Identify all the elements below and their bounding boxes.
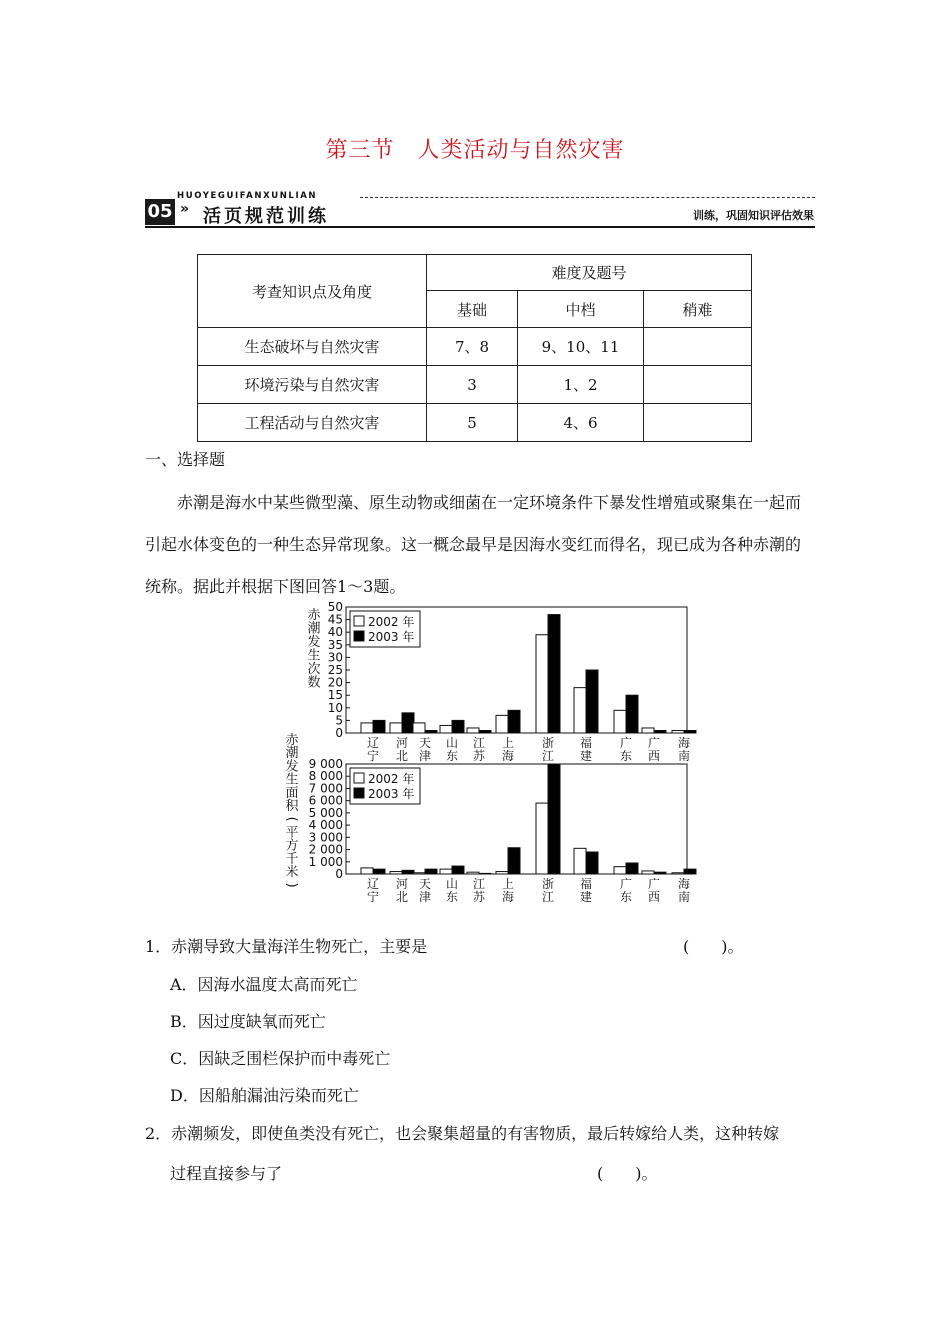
bar-2003 bbox=[402, 713, 414, 733]
x-category-label: 津 bbox=[418, 749, 432, 763]
y-axis-label-char: 方 bbox=[285, 838, 299, 854]
x-category-label: 山 bbox=[445, 877, 459, 891]
legend-label: 2003 年 bbox=[368, 630, 415, 644]
bar-2003 bbox=[586, 670, 598, 733]
table-cell-topic: 生态破坏与自然灾害 bbox=[198, 328, 427, 366]
bar-2002 bbox=[496, 872, 508, 874]
question-1-option-b: B．因过度缺氧而死亡 bbox=[170, 1012, 326, 1031]
bar-2002 bbox=[390, 872, 402, 874]
y-axis-label-char: 数 bbox=[307, 675, 321, 691]
y-axis-label-char: ) bbox=[284, 882, 299, 888]
y-axis-label-char: 平 bbox=[285, 825, 299, 841]
table-header-medium: 中档 bbox=[518, 291, 644, 328]
legend-swatch bbox=[354, 631, 364, 641]
x-category-label: 南 bbox=[677, 890, 691, 904]
y-axis-label-char: 生 bbox=[307, 648, 321, 664]
question-2-blank: ( )。 bbox=[597, 1164, 658, 1183]
x-category-label: 天 bbox=[418, 736, 432, 750]
bar-2003 bbox=[548, 615, 560, 733]
x-category-label: 福 bbox=[579, 736, 593, 750]
x-category-label: 广 bbox=[619, 736, 633, 750]
y-tick-label: 35 bbox=[327, 637, 343, 652]
table-cell-topic: 工程活动与自然灾害 bbox=[198, 404, 427, 442]
table-row bbox=[198, 328, 752, 366]
x-category-label: 浙 bbox=[541, 877, 555, 891]
legend-swatch bbox=[354, 788, 364, 798]
question-1-option-a: A．因海水温度太高而死亡 bbox=[170, 975, 358, 994]
table-cell-basic: 5 bbox=[427, 404, 518, 442]
banner-number-badge: 05 bbox=[145, 199, 175, 225]
x-category-label: 东 bbox=[445, 890, 459, 904]
table-cell-medium: 4、6 bbox=[518, 404, 644, 442]
y-tick-label: 6 000 bbox=[308, 793, 343, 808]
bar-2003 bbox=[684, 730, 696, 733]
bar-2003 bbox=[508, 848, 520, 874]
y-tick-label: 8 000 bbox=[308, 769, 343, 784]
red-tide-charts bbox=[280, 600, 700, 904]
table-cell-basic: 3 bbox=[427, 366, 518, 404]
x-category-label: 河 bbox=[395, 877, 409, 891]
bar-2002 bbox=[413, 723, 425, 733]
x-category-label: 福 bbox=[579, 877, 593, 891]
y-tick-label: 5 000 bbox=[308, 805, 343, 820]
x-category-label: 广 bbox=[647, 877, 661, 891]
bar-2003 bbox=[479, 873, 491, 874]
y-tick-label: 50 bbox=[327, 600, 343, 614]
x-category-label: 上 bbox=[501, 877, 515, 891]
table-header-hard: 稍难 bbox=[644, 291, 752, 328]
y-axis-label-char: 赤 bbox=[285, 733, 299, 748]
x-category-label: 浙 bbox=[541, 736, 555, 750]
x-category-label: 建 bbox=[579, 890, 593, 904]
x-category-label: 东 bbox=[619, 749, 633, 763]
bar-2003 bbox=[654, 730, 666, 733]
bar-2002 bbox=[361, 723, 373, 733]
y-tick-label: 5 bbox=[335, 713, 343, 728]
y-tick-label: 45 bbox=[327, 612, 343, 627]
x-category-label: 海 bbox=[677, 736, 691, 750]
y-axis-label-char: 次 bbox=[307, 662, 321, 677]
x-category-label: 建 bbox=[579, 749, 593, 763]
intro-paragraph: 赤潮是海水中某些微型藻、原生动物或细菌在一定环境条件下暴发性增殖或聚集在一起而引起水体变色的一种生态异常现象。这一概念最早是因海水变红而得名，现已成为各种赤潮的统称。据此并根据下图回答1～3题。 bbox=[145, 493, 802, 596]
bar-2003 bbox=[373, 869, 385, 874]
y-axis-label-char: 赤 bbox=[307, 608, 321, 623]
x-category-label: 东 bbox=[619, 890, 633, 904]
table-header-difficulty: 难度及题号 bbox=[427, 255, 752, 291]
bar-2003 bbox=[373, 720, 385, 733]
bar-2003 bbox=[452, 866, 464, 874]
bar-2003 bbox=[452, 720, 464, 733]
banner-title: 活页规范训练 bbox=[203, 206, 329, 227]
y-axis-label-char: 积 bbox=[285, 799, 299, 814]
x-category-label: 西 bbox=[647, 890, 661, 904]
banner-slogan: 训练，巩固知识评估效果 bbox=[693, 209, 814, 222]
y-axis-label-char: 生 bbox=[285, 772, 299, 788]
table-cell-topic: 环境污染与自然灾害 bbox=[198, 366, 427, 404]
x-category-label: 广 bbox=[647, 736, 661, 750]
bar-2002 bbox=[536, 803, 548, 874]
bar-2002 bbox=[390, 723, 402, 733]
bar-2002 bbox=[614, 867, 626, 874]
legend-label: 2002 年 bbox=[368, 615, 415, 629]
bar-2003 bbox=[402, 870, 414, 874]
question-1-stem: 1．赤潮导致大量海洋生物死亡，主要是 bbox=[145, 937, 428, 956]
knowledge-table bbox=[197, 254, 752, 442]
x-category-label: 江 bbox=[541, 890, 555, 904]
x-category-label: 海 bbox=[677, 877, 691, 891]
bar-2003 bbox=[654, 872, 666, 874]
question-2-stem-cont: 过程直接参与了 bbox=[170, 1164, 283, 1183]
bar-2003 bbox=[508, 710, 520, 733]
bar-2003 bbox=[626, 863, 638, 874]
bar-2002 bbox=[467, 872, 479, 874]
banner-dashed-rule bbox=[360, 197, 815, 198]
y-tick-label: 9 000 bbox=[308, 757, 343, 771]
y-axis-label-char: 米 bbox=[285, 865, 299, 880]
bar-2002 bbox=[614, 710, 626, 733]
table-cell-hard bbox=[644, 366, 752, 404]
x-category-label: 津 bbox=[418, 890, 432, 904]
x-category-label: 海 bbox=[501, 749, 515, 763]
y-tick-label: 0 bbox=[335, 867, 343, 881]
y-tick-label: 25 bbox=[327, 663, 343, 677]
bar-2002 bbox=[361, 868, 373, 874]
y-tick-label: 3 000 bbox=[308, 830, 343, 845]
table-cell-basic: 7、8 bbox=[427, 328, 518, 366]
table-header-basic: 基础 bbox=[427, 291, 518, 328]
page-title: 第三节 人类活动与自然灾害 bbox=[325, 138, 625, 163]
bar-2002 bbox=[440, 725, 452, 733]
x-category-label: 山 bbox=[445, 736, 459, 750]
table-header-topic: 考查知识点及角度 bbox=[198, 255, 427, 328]
bar-2002 bbox=[642, 871, 654, 874]
table-row bbox=[198, 366, 752, 404]
bar-2003 bbox=[586, 852, 598, 874]
bar-2003 bbox=[684, 869, 696, 874]
y-axis-label-char: 面 bbox=[285, 785, 299, 801]
x-category-label: 上 bbox=[501, 736, 515, 750]
legend-label: 2003 年 bbox=[368, 787, 415, 801]
y-tick-label: 40 bbox=[327, 625, 343, 640]
question-1-option-d: D．因船舶漏油污染而死亡 bbox=[170, 1086, 359, 1105]
y-axis-label-char: 发 bbox=[307, 635, 321, 650]
y-tick-label: 15 bbox=[327, 688, 343, 703]
y-tick-label: 7 000 bbox=[308, 781, 343, 796]
double-chevron-icon: » bbox=[180, 201, 190, 217]
x-category-label: 辽 bbox=[366, 736, 380, 750]
x-category-label: 南 bbox=[677, 749, 691, 763]
y-axis-label-char: ( bbox=[284, 816, 299, 822]
x-category-label: 河 bbox=[395, 736, 409, 750]
bar-2002 bbox=[672, 873, 684, 874]
x-category-label: 宁 bbox=[366, 749, 380, 763]
bar-2002 bbox=[440, 869, 452, 874]
bar-2002 bbox=[574, 688, 586, 733]
x-category-label: 东 bbox=[445, 749, 459, 763]
y-tick-label: 20 bbox=[327, 675, 343, 690]
banner-rule bbox=[145, 226, 815, 228]
table-cell-medium: 1、2 bbox=[518, 366, 644, 404]
bar-2003 bbox=[425, 730, 437, 733]
legend-label: 2002 年 bbox=[368, 772, 415, 786]
bar-2003 bbox=[626, 695, 638, 733]
bar-2003 bbox=[425, 869, 437, 874]
table-row bbox=[198, 404, 752, 442]
question-1-blank: ( )。 bbox=[683, 937, 744, 956]
table-cell-hard bbox=[644, 404, 752, 442]
x-category-label: 广 bbox=[619, 877, 633, 891]
y-axis-label-char: 发 bbox=[285, 759, 299, 775]
legend-swatch bbox=[354, 616, 364, 626]
bar-2002 bbox=[672, 730, 684, 733]
y-axis-label-char: 潮 bbox=[307, 621, 321, 637]
y-tick-label: 2 000 bbox=[308, 842, 343, 857]
x-category-label: 海 bbox=[501, 890, 515, 904]
x-category-label: 江 bbox=[541, 749, 555, 763]
question-1-option-c: C．因缺乏围栏保护而中毒死亡 bbox=[170, 1049, 391, 1068]
bar-2003 bbox=[548, 764, 560, 874]
bar-2002 bbox=[467, 728, 479, 733]
x-category-label: 苏 bbox=[472, 890, 486, 904]
x-category-label: 天 bbox=[418, 877, 432, 891]
y-axis-label-char: 千 bbox=[285, 851, 299, 867]
bar-2002 bbox=[574, 848, 586, 874]
banner-pinyin: HUOYEGUIFANXUNLIAN bbox=[177, 191, 318, 201]
x-category-label: 北 bbox=[395, 749, 409, 763]
y-tick-label: 10 bbox=[327, 700, 343, 715]
y-tick-label: 0 bbox=[335, 726, 343, 740]
bar-2002 bbox=[413, 873, 425, 874]
bar-2002 bbox=[496, 715, 508, 733]
x-category-label: 江 bbox=[472, 736, 486, 750]
table-cell-medium: 9、10、11 bbox=[518, 328, 644, 366]
y-tick-label: 4 000 bbox=[308, 818, 343, 833]
table-cell-hard bbox=[644, 328, 752, 366]
x-category-label: 北 bbox=[395, 890, 409, 904]
legend-swatch bbox=[354, 773, 364, 783]
x-category-label: 辽 bbox=[366, 877, 380, 891]
y-axis-label-char: 潮 bbox=[285, 746, 299, 762]
section-heading: 一、选择题 bbox=[145, 450, 226, 469]
x-category-label: 苏 bbox=[472, 749, 486, 763]
bar-2002 bbox=[642, 728, 654, 733]
y-tick-label: 1 000 bbox=[308, 854, 343, 869]
x-category-label: 西 bbox=[647, 749, 661, 763]
bar-2003 bbox=[479, 730, 491, 733]
x-category-label: 宁 bbox=[366, 890, 380, 904]
question-2-stem: 2．赤潮频发，即使鱼类没有死亡，也会聚集超量的有害物质，最后转嫁给人类，这种转嫁 bbox=[145, 1124, 780, 1143]
bar-2002 bbox=[536, 635, 548, 733]
y-tick-label: 30 bbox=[327, 650, 343, 665]
x-category-label: 江 bbox=[472, 877, 486, 891]
